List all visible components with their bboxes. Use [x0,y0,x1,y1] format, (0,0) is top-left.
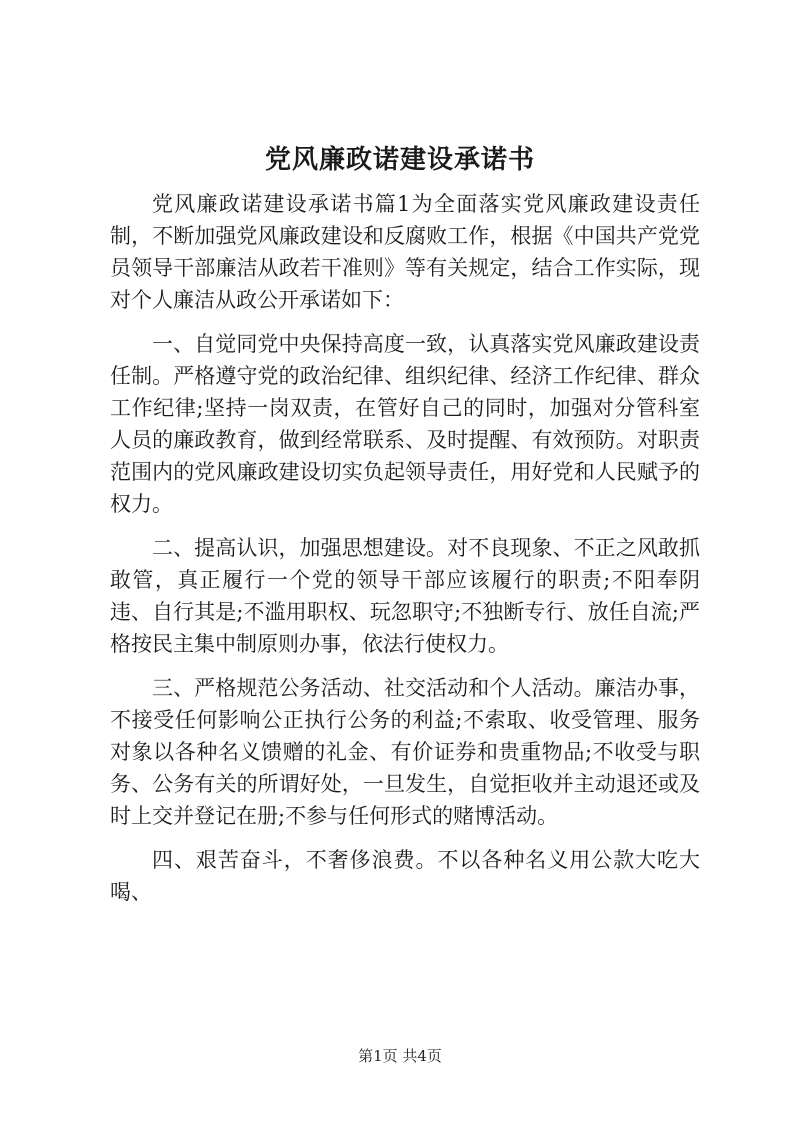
document-body [110,188,700,920]
paragraph-item-4: 四、艰苦奋斗，不奢侈浪费。不以各种名义用公款大吃大喝、 [110,848,700,904]
paragraph-item-1: 一、自觉同党中央保持高度一致，认真落实党风廉政建设责任制。严格遵守党的政治纪律、组织纪律、经济工作纪律、群众工作纪律;坚持一岗双责，在管好自己的同时，加强对分管科室人员的廉政教育，做到经常联系、及时提醒、有效预防。对职责范围内的党风廉政建设切实负起领导责任，用好党和人民赋予的权力。 [110,332,700,516]
paragraph-item-3: 三、严格规范公务活动、社交活动和个人活动。廉洁办事，不接受任何影响公正执行公务的利益;不索取、收受管理、服务对象以各种名义馈赠的礼金、有价证券和贵重物品;不收受与职务、公务有关的所谓好处，一旦发生，自觉拒收并主动退还或及时上交并登记在册;不参与任何形式的赌博活动。 [110,676,700,828]
paragraph-intro: 党风廉政诺建设承诺书篇1为全面落实党风廉政建设责任制，不断加强党风廉政建设和反腐败工作，根据《中国共产党党员领导干部廉洁从政若干准则》等有关规定，结合工作实际，现对个人廉洁从政公开承诺如下： [110,192,700,312]
document-title: 党风廉政诺建设承诺书 [264,145,535,175]
page-footer: 第1页 共4页 [358,1047,442,1065]
paragraph-item-2: 二、提高认识，加强思想建设。对不良现象、不正之风敢抓敢管，真正履行一个党的领导干部应该履行的职责;不阳奉阴违、自行其是;不滥用职权、玩忽职守;不独断专行、放任自流;严格按民主集中制原则办事，依法行使权力。 [110,536,700,656]
